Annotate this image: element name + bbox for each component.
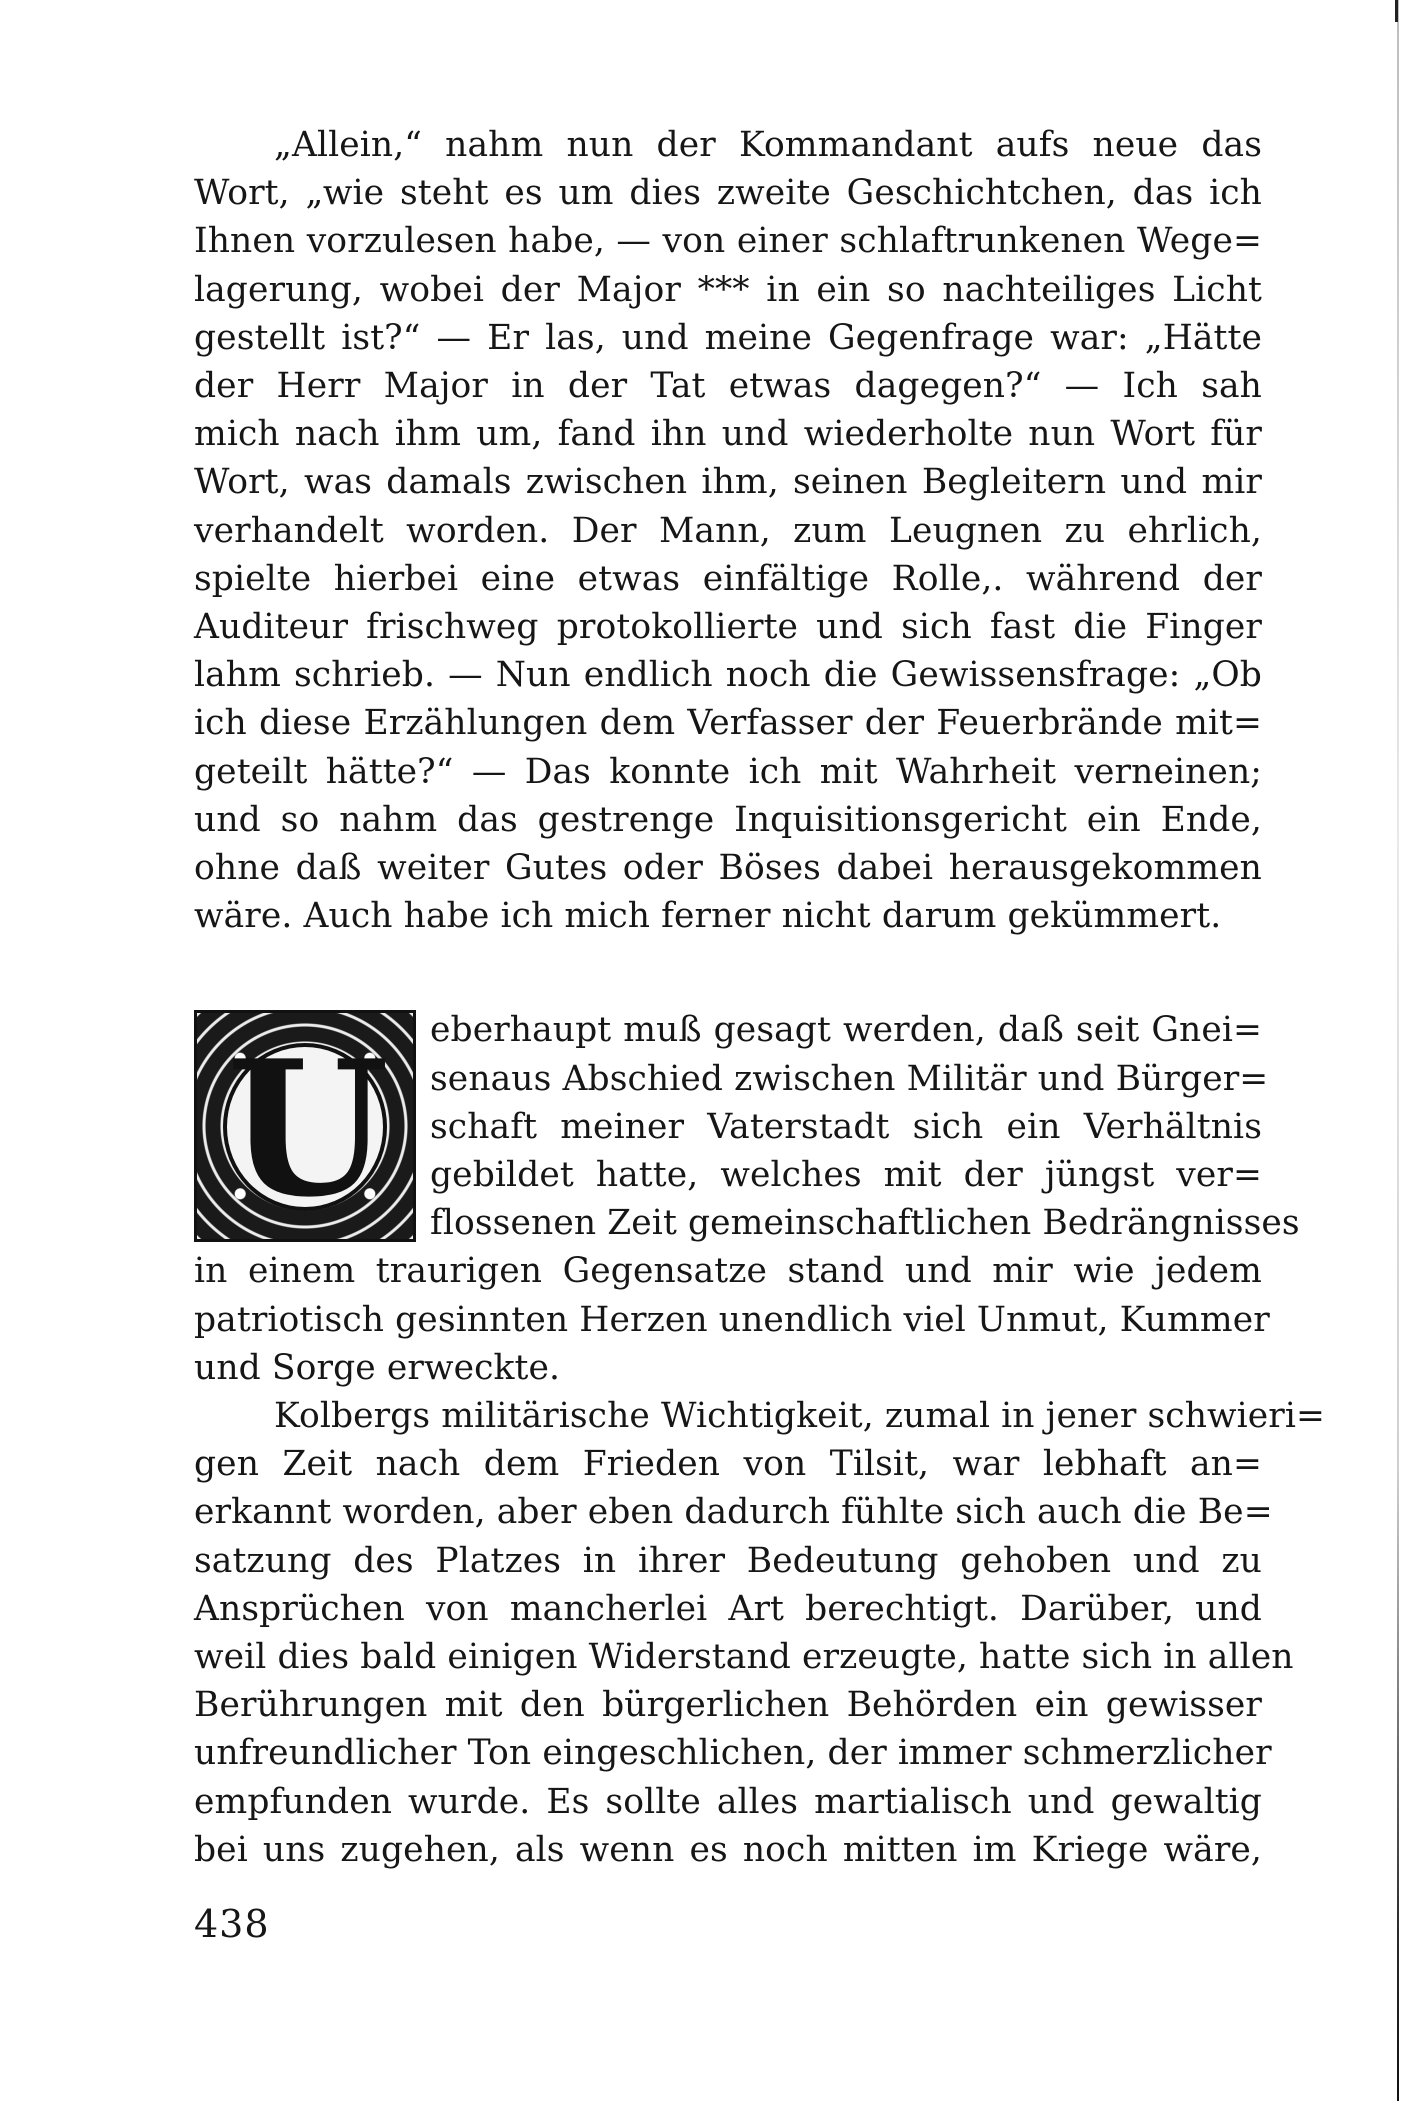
text-line: bei uns zugehen, als wenn es noch mitten im Kriege wäre, (194, 1829, 1262, 1870)
text-line: ohne daß weiter Gutes oder Böses dabei herausgekommen (194, 848, 1262, 889)
decorative-initial-frame (194, 1010, 416, 1242)
text-line: patriotisch gesinnten Herzen unendlich viel Unmut, Kummer (194, 1299, 1270, 1340)
text-line: wäre. Auch habe ich mich ferner nicht darum gekümmert. (194, 896, 1222, 937)
page-text (194, 121, 1326, 1874)
text-line: Wort, „wie steht es um dies zweite Geschichtchen, das ich (194, 173, 1262, 214)
text-line: in einem traurigen Gegensatze stand und mir wie jedem (194, 1251, 1262, 1292)
text-line: flossenen Zeit gemeinschaftlichen Bedrängnisses (430, 1203, 1300, 1244)
text-line: weil dies bald einigen Widerstand erzeugte, hatte sich in allen (194, 1637, 1294, 1678)
paragraph-1 (194, 121, 1262, 940)
paragraph-gap (194, 940, 1262, 1006)
text-line: schaft meiner Vaterstadt sich ein Verhältnis (430, 1106, 1262, 1147)
page-edge-mark (1395, 0, 1398, 22)
initial-letter: U (226, 1019, 390, 1239)
text-line: gebildet hatte, welches mit der jüngst ver= (430, 1155, 1262, 1196)
text-line: lahm schrieb. — Nun endlich noch die Gewissensfrage: „Ob (194, 655, 1262, 696)
text-line: senaus Abschied zwischen Militär und Bürger= (430, 1058, 1269, 1099)
initial-wrap-lines (430, 1006, 1300, 1247)
text-line: verhandelt worden. Der Mann, zum Leugnen zu ehrlich, (194, 510, 1262, 551)
text-line: gen Zeit nach dem Frieden von Tilsit, war lebhaft an= (194, 1444, 1262, 1485)
text-line: Ansprüchen von mancherlei Art berechtigt. Darüber, und (194, 1588, 1262, 1629)
text-line: geteilt hätte?“ — Das konnte ich mit Wahrheit verneinen; (194, 751, 1262, 792)
text-line: „Allein,“ nahm nun der Kommandant aufs neue das (274, 125, 1262, 165)
text-line: und Sorge erweckte. (194, 1347, 561, 1388)
decorated-initial-block (194, 1006, 1300, 1247)
text-line: und so nahm das gestrenge Inquisitionsgericht ein Ende, (194, 799, 1262, 840)
text-line: satzung des Platzes in ihrer Bedeutung gehoben und zu (194, 1540, 1262, 1581)
text-line: spielte hierbei eine etwas einfältige Rolle,. während der (194, 558, 1262, 599)
text-line: Ihnen vorzulesen habe, — von einer schlaftrunkenen Wege= (194, 221, 1262, 262)
text-line: empfunden wurde. Es sollte alles martialisch und gewaltig (194, 1781, 1262, 1822)
text-line: Kolbergs militärische Wichtigkeit, zumal in jener schwieri= (274, 1396, 1326, 1437)
paragraph-2 (194, 1006, 1300, 1392)
text-line: Auditeur frischweg protokollierte und sich fast die Finger (194, 607, 1262, 648)
paragraph-3 (194, 1392, 1326, 1874)
text-line: Wort, was damals zwischen ihm, seinen Begleitern und mir (194, 462, 1262, 503)
text-line: der Herr Major in der Tat etwas dagegen?“ — Ich sah (194, 366, 1262, 407)
text-line: Berührungen mit den bürgerlichen Behörden ein gewisser (194, 1685, 1262, 1726)
text-line: gestellt ist?“ — Er las, und meine Gegenfrage war: „Hätte (194, 317, 1262, 358)
text-line: mich nach ihm um, fand ihn und wiederholte nun Wort für (194, 414, 1262, 455)
text-line: lagerung, wobei der Major *** in ein so nachteiliges Licht (194, 269, 1262, 310)
text-line: erkannt worden, aber eben dadurch fühlte sich auch die Be= (194, 1492, 1273, 1533)
page-edge-shadow (1397, 0, 1399, 2101)
text-line: ich diese Erzählungen dem Verfasser der Feuerbrände mit= (194, 703, 1262, 744)
page-number: 438 (194, 1902, 270, 1946)
text-line: eberhaupt muß gesagt werden, daß seit Gnei= (430, 1010, 1262, 1051)
text-line: unfreundlicher Ton eingeschlichen, der immer schmerzlicher (194, 1733, 1272, 1774)
